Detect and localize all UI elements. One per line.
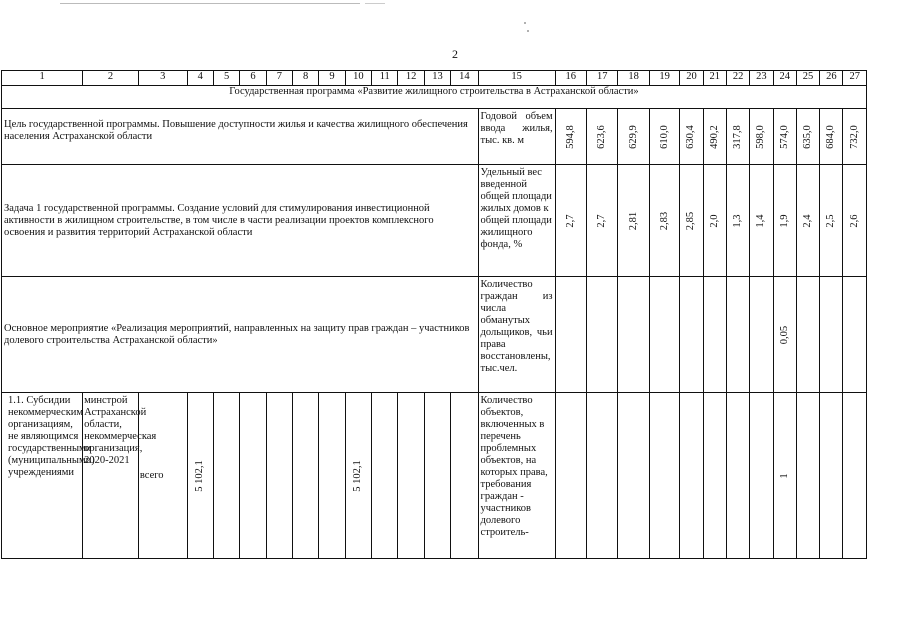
column-number: 7 — [266, 71, 292, 86]
empty-cell — [750, 393, 773, 559]
task1-value-cell — [587, 165, 618, 277]
task1-value: 2,6 — [848, 213, 860, 228]
main-event-text: Основное мероприятие «Реализация мероприятий, направленных на защиту прав граждан – участников долевого строительства Астраханской области» — [2, 277, 479, 393]
task1-value: 1,4 — [755, 213, 767, 228]
column-number: 21 — [703, 71, 726, 86]
task1-indicator: Удельный вес введенной общей площади жилых домов к общей площади жилищного фонда, % — [478, 165, 555, 277]
goal-value-cell — [750, 109, 773, 165]
goal-row — [2, 109, 867, 165]
empty-cell — [750, 277, 773, 393]
goal-value-cell — [680, 109, 703, 165]
column-number: 18 — [618, 71, 649, 86]
task1-value: 2,81 — [627, 211, 639, 230]
main-event-value: 0,05 — [778, 325, 790, 344]
empty-cell — [293, 393, 319, 559]
sub-event-col10-cell — [345, 393, 371, 559]
goal-value-cell — [649, 109, 679, 165]
scan-artifact-dot — [524, 22, 526, 24]
column-number: 4 — [187, 71, 213, 86]
task1-value-cell — [680, 165, 703, 277]
sub-event-executor: минстрой Астраханской области, некоммерческая организация, 2020-2021 — [83, 393, 139, 559]
empty-cell — [680, 393, 703, 559]
goal-value-cell — [555, 109, 586, 165]
column-number: 24 — [773, 71, 796, 86]
main-event-value-cell — [773, 277, 796, 393]
task1-value-cell — [843, 165, 867, 277]
sub-event-col4-value: 5 102,1 — [194, 459, 206, 492]
empty-cell — [451, 393, 478, 559]
empty-cell — [266, 393, 292, 559]
empty-cell — [649, 277, 679, 393]
column-number: 22 — [726, 71, 749, 86]
program-table — [1, 70, 867, 559]
program-title: Государственная программа «Развитие жилищного строительства в Астраханской области» — [2, 86, 867, 109]
empty-cell — [319, 393, 345, 559]
column-number: 5 — [213, 71, 239, 86]
goal-value-cell — [843, 109, 867, 165]
goal-value: 732,0 — [848, 124, 860, 149]
column-number: 2 — [83, 71, 139, 86]
column-number: 6 — [240, 71, 266, 86]
empty-cell — [703, 277, 726, 393]
empty-cell — [240, 393, 266, 559]
column-number: 13 — [424, 71, 450, 86]
main-event-indicator: Количество граждан из числа обманутых дольщиков, чьи права восстановлены, тыс.чел. — [478, 277, 555, 393]
task1-value-cell — [726, 165, 749, 277]
goal-value-cell — [587, 109, 618, 165]
goal-value-cell — [796, 109, 819, 165]
column-number: 15 — [478, 71, 555, 86]
task1-row — [2, 165, 867, 277]
column-number: 25 — [796, 71, 819, 86]
column-number: 12 — [398, 71, 424, 86]
empty-cell — [680, 277, 703, 393]
empty-cell — [618, 277, 649, 393]
task1-value: 1,9 — [778, 213, 790, 228]
task1-value: 2,0 — [708, 213, 720, 228]
column-number-row — [2, 71, 867, 86]
scan-artifact-dot — [527, 30, 529, 32]
empty-cell — [796, 277, 819, 393]
sub-event-name: 1.1. Субсидии некоммерческим организациям, не являющимся государственными (муниципальными) учреждениями — [2, 393, 83, 559]
goal-value-cell — [618, 109, 649, 165]
empty-cell — [555, 393, 586, 559]
column-number: 3 — [138, 71, 187, 86]
empty-cell — [726, 277, 749, 393]
sub-event-col4-cell — [187, 393, 213, 559]
column-number: 9 — [319, 71, 345, 86]
task1-value: 2,5 — [825, 213, 837, 228]
goal-value-cell — [773, 109, 796, 165]
empty-cell — [843, 393, 867, 559]
column-number: 11 — [372, 71, 398, 86]
column-number: 14 — [451, 71, 478, 86]
empty-cell — [555, 277, 586, 393]
goal-value: 317,8 — [732, 124, 744, 149]
scan-artifact-line — [365, 3, 385, 4]
sub-event-value-cell — [773, 393, 796, 559]
sub-event-source: всего — [138, 393, 187, 559]
task1-value-cell — [703, 165, 726, 277]
goal-indicator: Годовой объем ввода жилья, тыс. кв. м — [478, 109, 555, 165]
empty-cell — [424, 393, 450, 559]
goal-value-cell — [820, 109, 843, 165]
task1-value-cell — [555, 165, 586, 277]
scan-artifact-line — [60, 3, 360, 4]
goal-value: 574,0 — [778, 124, 790, 149]
main-event-row — [2, 277, 867, 393]
goal-value: 598,0 — [755, 124, 767, 149]
task1-value-cell — [820, 165, 843, 277]
column-number: 1 — [2, 71, 83, 86]
task1-value-cell — [618, 165, 649, 277]
goal-value: 635,0 — [802, 124, 813, 149]
empty-cell — [703, 393, 726, 559]
empty-cell — [649, 393, 679, 559]
task1-value: 1,3 — [732, 213, 744, 228]
column-number: 27 — [843, 71, 867, 86]
goal-value: 630,4 — [685, 124, 697, 149]
task1-value-cell — [773, 165, 796, 277]
task1-text: Задача 1 государственной программы. Создание условий для стимулирования инвестиционной активности в жилищном строительстве, в том числе в части реализации проектов комплексного освоения и развития территорий Астраханской области — [2, 165, 479, 277]
sub-event-col10-value: 5 102,1 — [352, 459, 364, 492]
goal-value: 623,6 — [596, 124, 608, 149]
task1-value: 2,7 — [596, 213, 608, 228]
empty-cell — [820, 393, 843, 559]
empty-cell — [587, 393, 618, 559]
goal-value: 490,2 — [708, 124, 720, 149]
column-number: 20 — [680, 71, 703, 86]
column-number: 19 — [649, 71, 679, 86]
goal-value-cell — [726, 109, 749, 165]
page-number: 2 — [452, 47, 458, 61]
goal-value-cell — [703, 109, 726, 165]
empty-cell — [726, 393, 749, 559]
goal-value: 684,0 — [825, 124, 837, 149]
empty-cell — [587, 277, 618, 393]
empty-cell — [843, 277, 867, 393]
empty-cell — [618, 393, 649, 559]
task1-value: 2,7 — [564, 213, 576, 228]
sub-event-row — [2, 393, 867, 559]
task1-value: 2,4 — [802, 213, 813, 228]
goal-value: 629,9 — [627, 124, 639, 149]
task1-value: 2,83 — [658, 211, 670, 230]
goal-value: 594,8 — [564, 124, 576, 149]
column-number: 17 — [587, 71, 618, 86]
empty-cell — [213, 393, 239, 559]
empty-cell — [398, 393, 424, 559]
empty-cell — [820, 277, 843, 393]
task1-value-cell — [649, 165, 679, 277]
sub-event-value: 1 — [778, 472, 790, 479]
sub-event-indicator: Количество объектов, включенных в перечень проблемных объектов, на которых права, требования граждан - участников долевого строитель- — [478, 393, 555, 559]
column-number: 8 — [293, 71, 319, 86]
goal-value: 610,0 — [658, 124, 670, 149]
program-title-row — [2, 86, 867, 109]
column-number: 10 — [345, 71, 371, 86]
task1-value: 2,85 — [685, 211, 697, 230]
column-number: 16 — [555, 71, 586, 86]
column-number: 26 — [820, 71, 843, 86]
empty-cell — [796, 393, 819, 559]
task1-value-cell — [796, 165, 819, 277]
column-number: 23 — [750, 71, 773, 86]
goal-text: Цель государственной программы. Повышение доступности жилья и качества жилищного обеспечения населения Астраханской области — [2, 109, 479, 165]
task1-value-cell — [750, 165, 773, 277]
empty-cell — [372, 393, 398, 559]
